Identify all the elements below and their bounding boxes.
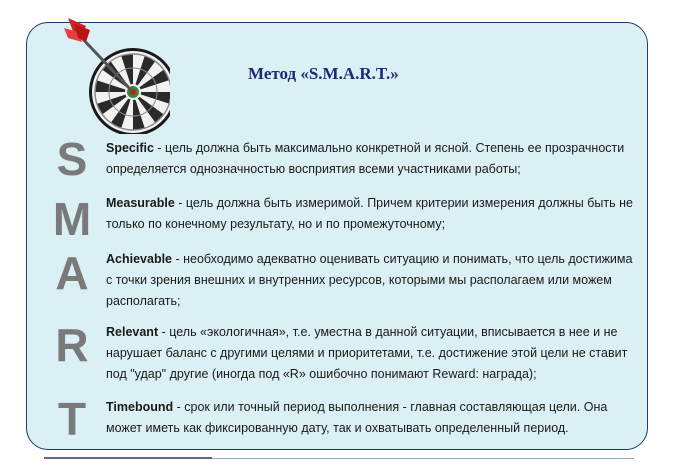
item-measurable [106,193,636,235]
text-relevant: - цель «экологичная», т.е. уместна в данной ситуации, вписывается в нее и не нарушает баланс с другими целями и приоритетами, т.е. достижение этой цели не ставит под "удар" другие (иногда под «R» ошибочно понимают Reward: награда); [106,325,628,381]
letter-t: T [57,393,87,445]
page-title: Метод «S.M.A.R.T.» [248,64,399,83]
letter-a: A [55,247,89,299]
term-relevant: Relevant [106,325,159,339]
text-measurable: - цель должна быть измеримой. Причем критерии измерения должны быть не только по конечному результату, но и по промежуточному; [106,196,633,231]
item-achievable [106,249,636,312]
item-specific [106,138,636,180]
item-relevant [106,322,636,385]
item-timebound [106,397,636,439]
letter-m: M [52,193,92,245]
text-timebound: - срок или точный период выполнения - главная составляющая цели. Она может иметь как фиксированную дату, так и охватывать определенный период. [106,400,608,435]
dartboard-with-dart-icon [60,14,170,134]
term-specific: Specific [106,141,154,155]
term-achievable: Achievable [106,252,173,266]
text-achievable: - необходимо адекватно оценивать ситуацию и понимать, что цель достижима с точки зрения внешних и внутренних ресурсов, которыми мы располагаем или можем располагать; [106,252,633,308]
letter-s: S [56,133,88,185]
bottom-divider-accent [44,457,212,459]
letter-r: R [55,319,89,371]
term-timebound: Timebound [106,400,174,414]
term-measurable: Measurable [106,196,175,210]
text-specific: - цель должна быть максимально конкретной и ясной. Степень ее прозрачности определяется однозначностью восприятия всеми участниками работы; [106,141,625,176]
